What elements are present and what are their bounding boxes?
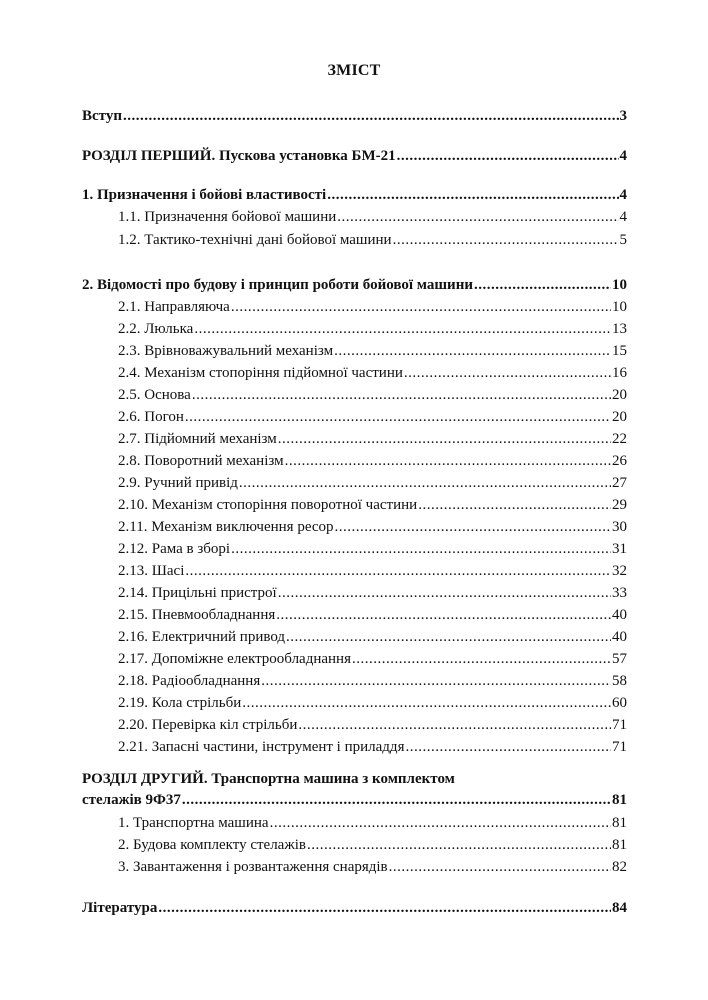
leader-dots [335,517,611,537]
toc-entry-label: 2.14. Прицільні пристрої [118,585,277,601]
toc-entry-label: 2.17. Допоміжне електрообладнання [118,651,351,667]
leader-dots [285,451,611,471]
toc-entry-label: 2.5. Основа [118,387,191,403]
toc-entry-label: 1.2. Тактико-технічні дані бойової машини [118,232,392,248]
toc-page-number: 60 [612,695,627,711]
leader-dots [123,106,619,126]
toc-entry[interactable] [118,835,627,855]
toc-page-number: 32 [612,563,627,579]
toc-entry-label: 2.4. Механізм стопоріння підйомної частини [118,365,403,381]
leader-dots [298,715,611,735]
leader-dots [231,297,611,317]
leader-dots [286,627,611,647]
leader-dots [352,649,611,669]
toc-entry[interactable] [118,649,627,669]
toc-page-number: 33 [612,585,627,601]
toc-entry-label: 2.16. Електричний привод [118,629,286,645]
toc-entry-label: 2.8. Поворотний механізм [118,453,284,469]
leader-dots [327,185,618,205]
toc-page-number: 82 [612,859,627,875]
toc-entry-label: 2. Відомості про будову і принцип роботи бойової машини [82,277,473,293]
leader-dots [192,385,611,405]
toc-entry-label: 1.1. Призначення бойової машини [118,209,337,225]
toc-entry-label: 2. Будова комплекту стелажів [118,837,306,853]
toc-entry[interactable] [82,275,627,295]
toc-page-number: 58 [612,673,627,689]
toc-page-number: 10 [612,277,627,293]
toc-entry-label: 2.7. Підйомний механізм [118,431,277,447]
toc-page-number: 29 [612,497,627,513]
leader-dots [158,898,611,918]
section-two-heading-line1: РОЗДІЛ ДРУГИЙ. Транспортна машина з комплектом [82,771,455,787]
toc-entry-label: 2.13. Шасі [118,563,185,579]
toc-page-number: 31 [612,541,627,557]
toc-entry[interactable] [118,319,627,339]
toc-page-number: 40 [612,607,627,623]
toc-entry[interactable] [118,813,627,833]
toc-entry-label: 2.2. Люлька [118,321,194,337]
leader-dots [405,737,611,757]
toc-page-number: 57 [612,651,627,667]
toc-entry[interactable] [82,185,627,205]
leader-dots [334,341,611,361]
toc-page-number: 13 [612,321,627,337]
leader-dots [185,561,611,581]
toc-entry[interactable] [118,671,627,691]
toc-entry[interactable] [118,385,627,405]
toc-page-number: 81 [612,837,627,853]
toc-entry[interactable] [118,857,627,877]
toc-entry[interactable] [82,146,627,166]
toc-entry[interactable] [118,451,627,471]
toc-page-number: 5 [619,232,627,248]
toc-entry[interactable] [118,363,627,383]
toc-page-number: 40 [612,629,627,645]
leader-dots [276,605,611,625]
toc-entry-label: 2.20. Перевірка кіл стрільби [118,717,298,733]
leader-dots [278,583,611,603]
leader-dots [182,790,611,810]
toc-entry-label: 2.12. Рама в зборі [118,541,231,557]
toc-entry-label: 2.21. Запасні частини, інструмент і приладдя [118,739,405,755]
toc-entry-label: стелажів 9Ф37 [82,792,181,808]
toc-entry[interactable] [82,106,627,126]
toc-entry[interactable] [118,341,627,361]
toc-page-number: 20 [612,409,627,425]
toc-entry-label: 2.3. Врівноважувальний механізм [118,343,334,359]
toc-page-number: 81 [612,815,627,831]
toc-entry-label: 2.15. Пневмообладнання [118,607,276,623]
toc-entry[interactable] [118,539,627,559]
toc-entry[interactable] [118,583,627,603]
toc-page-number: 4 [619,148,627,164]
toc-entry-label: 3. Завантаження і розвантаження снарядів [118,859,388,875]
toc-entry[interactable] [118,297,627,317]
toc-entry[interactable] [118,715,627,735]
leader-dots [397,146,619,166]
toc-page-number: 26 [612,453,627,469]
toc-entry[interactable] [118,473,627,493]
page-title: ЗМІСТ [327,62,381,79]
toc-entry-label: 2.19. Кола стрільби [118,695,242,711]
leader-dots [194,319,611,339]
toc-entry[interactable] [118,207,627,227]
toc-page-number: 30 [612,519,627,535]
leader-dots [393,230,619,250]
toc-entry-label: Вступ [82,108,122,124]
toc-entry[interactable] [118,605,627,625]
leader-dots [242,693,611,713]
toc-page-number: 71 [612,739,627,755]
toc-entry-label: Література [82,900,158,916]
leader-dots [270,813,611,833]
toc-page-number: 84 [612,900,627,916]
toc-page-number: 15 [612,343,627,359]
toc-page-number: 4 [619,187,627,203]
toc-entry-label: 1. Призначення і бойові властивості [82,187,327,203]
leader-dots [337,207,618,227]
toc-entry-label: 2.9. Ручний привід [118,475,238,491]
toc-entry-label: 2.10. Механізм стопоріння поворотної частини [118,497,418,513]
leader-dots [231,539,611,559]
leader-dots [389,857,611,877]
leader-dots [278,429,611,449]
toc-entry-label: 2.6. Погон [118,409,184,425]
toc-page-number: 71 [612,717,627,733]
toc-entry[interactable] [118,737,627,757]
leader-dots [261,671,611,691]
toc-entry[interactable] [118,517,627,537]
leader-dots [185,407,611,427]
leader-dots [239,473,611,493]
toc-page-number: 81 [612,792,627,808]
leader-dots [474,275,611,295]
toc-entry[interactable] [118,407,627,427]
toc-entry-label: 2.1. Направляюча [118,299,230,315]
toc-entry[interactable] [118,693,627,713]
toc-entry-label: РОЗДІЛ ПЕРШИЙ. Пускова установка БМ-21 [82,148,396,164]
toc-page-number: 20 [612,387,627,403]
leader-dots [404,363,611,383]
toc-page-number: 10 [612,299,627,315]
toc-page-number: 27 [612,475,627,491]
toc-entry-section-two[interactable] [82,790,627,810]
toc-entry[interactable] [118,495,627,515]
leader-dots [307,835,611,855]
toc-entry-label: 2.11. Механізм виключення ресор [118,519,334,535]
toc-page-number: 3 [619,108,627,124]
toc-entry-label: 1. Транспортна машина [118,815,269,831]
toc-entry[interactable] [118,561,627,581]
leader-dots [418,495,611,515]
toc-entry-label: 2.18. Радіообладнання [118,673,261,689]
toc-entry[interactable] [118,230,627,250]
toc-entry[interactable] [118,429,627,449]
toc-page-number: 16 [612,365,627,381]
toc-entry-literature[interactable] [82,898,627,918]
toc-page-number: 22 [612,431,627,447]
toc-entry[interactable] [118,627,627,647]
toc-page-number: 4 [619,209,627,225]
